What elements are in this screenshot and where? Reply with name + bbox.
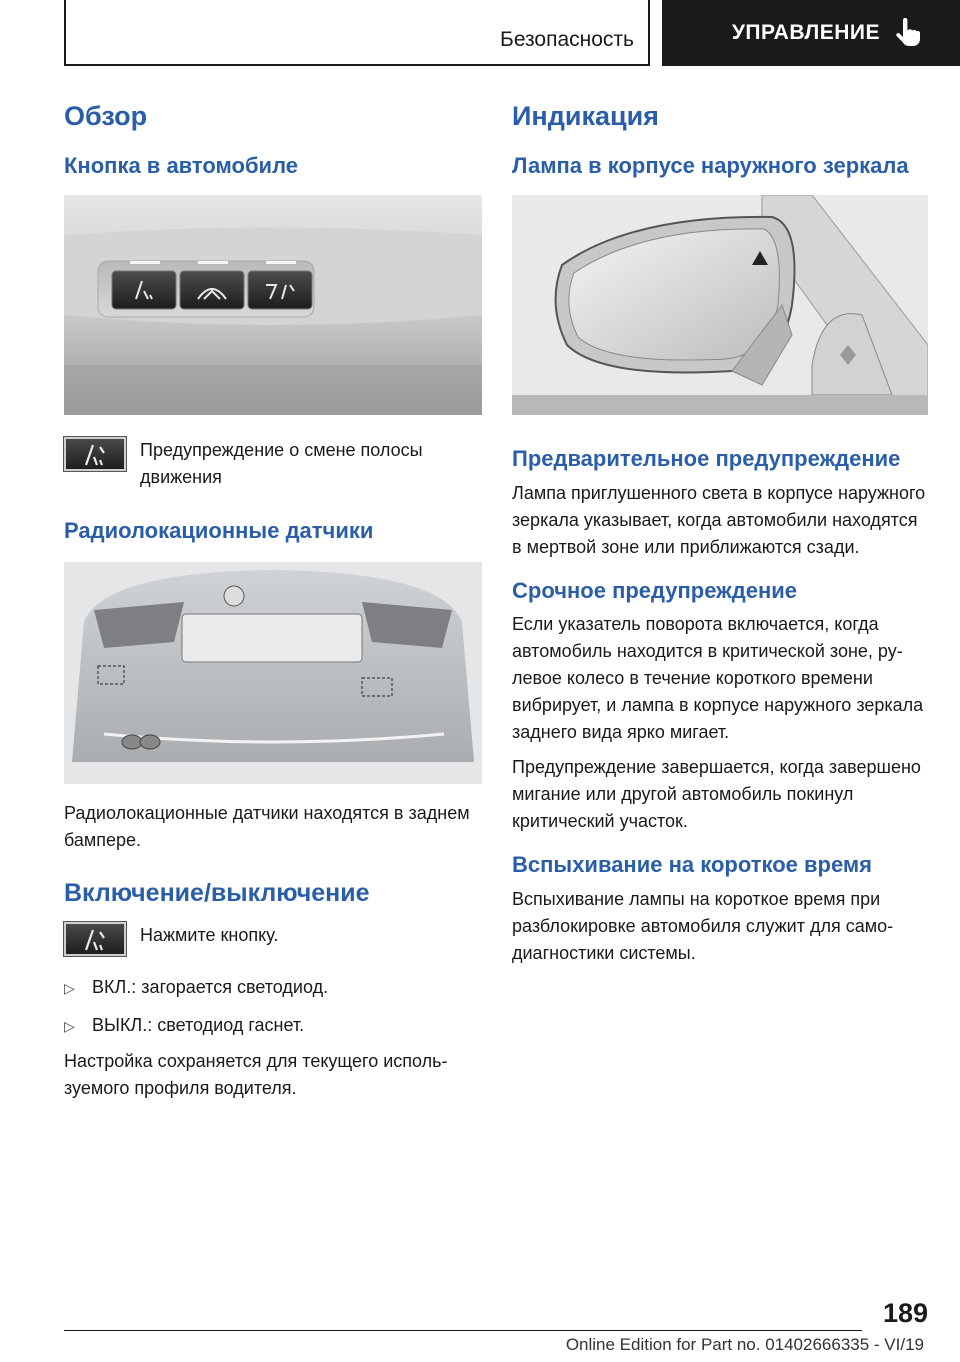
header-section-tab: [64, 0, 650, 66]
button-heading: Кнопка в автомобиле: [64, 153, 298, 179]
urgent-text-1: Если указатель поворота включается, когда автомобиль находится в критической зоне, рулевое колесо в течение короткого времени вибрирует, и лампа в корпусе наружного зеркала заднего вида ярко мигает.: [512, 614, 924, 743]
triangle-bullet-icon: ▷: [64, 979, 75, 996]
left-column: [64, 100, 482, 1102]
triangle-bullet-icon: ▷: [64, 1017, 75, 1034]
footer-divider: [64, 1330, 862, 1331]
radar-heading: Радиолокационные датчики: [64, 517, 374, 543]
mirror-lamp-heading: Лампа в корпусе наружного зеркала: [512, 153, 909, 179]
mirror-figure: [512, 195, 928, 415]
radar-text: Радиолокационные датчики находятся в заднем бампере.: [64, 802, 470, 850]
bullet-off-text: ВЫКЛ.: светодиод гаснет.: [92, 1014, 305, 1035]
profile-text: Настройка сохраняется для текущего используемого профиля водителя.: [64, 1050, 448, 1098]
press-text: Нажмите кнопку.: [140, 924, 279, 945]
flash-heading: Вспыхивание на короткое время: [512, 852, 873, 878]
chapter-label: УПРАВЛЕНИЕ: [731, 21, 880, 44]
pointing-hand-icon: [894, 18, 922, 48]
page-number: 189: [882, 1298, 928, 1328]
press-button-row: [64, 922, 482, 956]
bullet-on-text: ВКЛ.: загорается светодиод.: [92, 976, 329, 997]
lane-warning-row: [64, 437, 482, 491]
bullet-on: [64, 974, 482, 1002]
button-panel-figure: [64, 195, 482, 415]
lane-warning-text: Предупреждение о смене полосы движения: [140, 439, 423, 487]
pre-warning-heading: Предварительное предупреждение: [512, 445, 901, 471]
bullet-off: [64, 1012, 482, 1040]
urgent-text-2: Предупреждение завершается, когда завершено мигание или другой автомобиль покинул критический участок.: [512, 757, 921, 832]
right-column: [512, 100, 928, 967]
lane-change-warning-button-icon-2: [64, 922, 126, 956]
lane-change-warning-button-icon: [64, 437, 126, 471]
onoff-heading: Включение/выключение: [64, 878, 370, 907]
indication-heading: Индикация: [512, 101, 659, 131]
section-label: Безопасность: [500, 28, 634, 51]
pre-warning-text: Лампа приглушенного света в корпусе наружного зеркала указывает, когда автомобили находятся в мертвой зоне или приближаются сзади.: [512, 482, 926, 557]
header-chapter-tab: [662, 0, 960, 66]
overview-heading: Обзор: [64, 101, 148, 131]
urgent-heading: Срочное предупреждение: [512, 577, 798, 603]
rear-bumper-figure: [64, 562, 482, 784]
edition-text: Online Edition for Part no. 01402666335 - VI/19: [565, 1335, 924, 1354]
flash-text: Вспыхивание лампы на короткое время при разблокировке автомобиля служит для самодиагностики системы.: [512, 888, 894, 963]
